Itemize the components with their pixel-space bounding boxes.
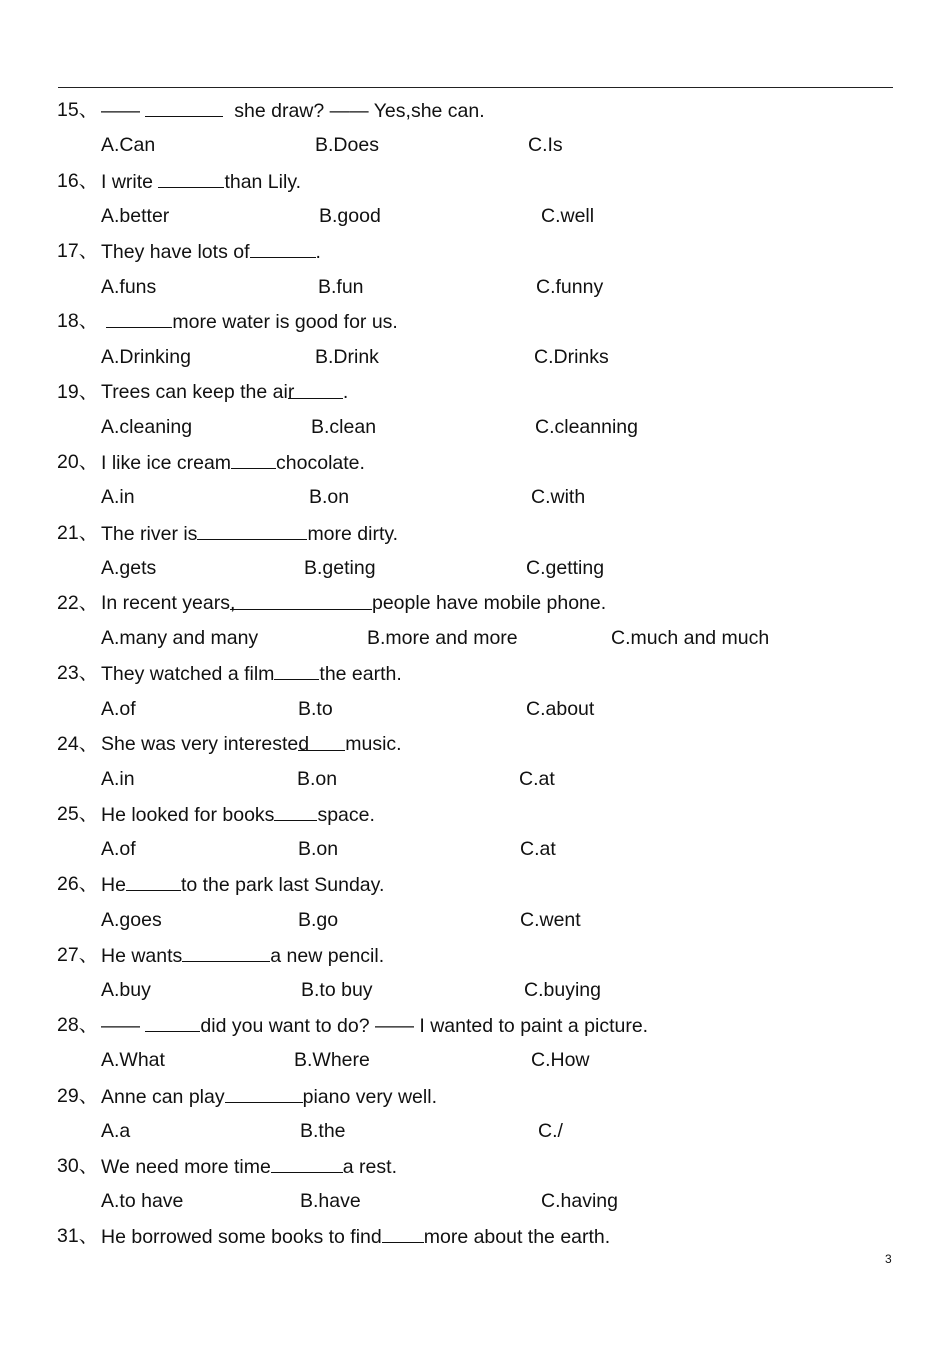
question-text [101, 732, 402, 756]
option-c: C.Is [528, 134, 563, 156]
option-b: B.on [297, 768, 338, 790]
question-text-after: the earth. [319, 663, 402, 685]
option-c: C.buying [524, 979, 601, 1001]
page-number: 3 [885, 1252, 892, 1266]
option-a: A.Drinking [101, 346, 191, 368]
question-number: 30、 [57, 1155, 99, 1177]
option-b: B.go [298, 909, 339, 931]
option-a: A.buy [101, 979, 151, 1001]
question-number: 19、 [57, 381, 99, 403]
option-a: A.better [101, 205, 170, 227]
question-number: 23、 [57, 662, 99, 684]
option-c: C.getting [526, 557, 605, 579]
option-a: A.in [101, 768, 135, 790]
option-c: C.Drinks [534, 346, 609, 368]
question-text-before: Anne can play [101, 1086, 225, 1108]
option-a: A.gets [101, 557, 157, 579]
question-text-after: more water is good for us. [172, 311, 398, 333]
option-a: A.of [101, 698, 136, 720]
option-b: B.the [300, 1120, 346, 1142]
question-text [101, 661, 402, 686]
option-c: C.How [531, 1049, 590, 1071]
option-a: A.cleaning [101, 416, 193, 438]
option-b: B.Where [294, 1049, 370, 1071]
question-text [101, 872, 384, 897]
answer-blank [274, 661, 319, 680]
question-text-before: He [101, 874, 126, 896]
option-b: B.fun [318, 276, 364, 298]
question-number: 17、 [57, 240, 99, 262]
answer-blank [250, 239, 316, 258]
option-c: C.about [526, 698, 595, 720]
option-c: C./ [538, 1120, 563, 1142]
option-b: B.to buy [301, 979, 373, 1001]
question-number: 26、 [57, 873, 99, 895]
question-text-after: . [315, 241, 321, 263]
answer-blank [274, 802, 317, 821]
question-text-after: piano very well. [302, 1086, 437, 1108]
option-c: C.much and much [611, 627, 770, 649]
option-c: C.having [541, 1190, 618, 1212]
question-text [101, 591, 606, 615]
question-text-before: I write [101, 171, 159, 193]
option-a: A.Can [101, 134, 156, 156]
question-text [101, 239, 321, 264]
question-text-after: chocolate. [276, 452, 365, 474]
question-text-after: a rest. [342, 1156, 397, 1178]
answer-blank [231, 450, 276, 469]
option-a: A.in [101, 486, 135, 508]
question-number: 27、 [57, 944, 99, 966]
question-text-after: a new pencil. [270, 945, 385, 967]
option-b: B.Drink [315, 346, 379, 368]
question-text [101, 380, 348, 404]
answer-blank [182, 943, 270, 962]
answer-blank [271, 1154, 343, 1173]
question-text [101, 450, 365, 475]
answer-blank: r [288, 380, 343, 399]
option-c: C.went [520, 909, 581, 931]
question-number: 20、 [57, 451, 99, 473]
answer-blank [225, 1084, 303, 1103]
question-text [101, 1154, 397, 1179]
answer-blank [145, 1013, 200, 1032]
question-number: 18、 [57, 310, 99, 332]
question-text [101, 802, 375, 827]
question-text [101, 1224, 610, 1249]
question-text-before: They have lots of [101, 241, 250, 263]
option-c: C.at [520, 838, 556, 860]
question-text-after: space. [317, 804, 375, 826]
answer-blank: d [298, 732, 345, 751]
question-text [101, 1013, 648, 1038]
question-number: 24、 [57, 733, 99, 755]
question-text-after: to the park last Sunday. [180, 874, 385, 896]
question-text-after: more about the earth. [423, 1226, 611, 1248]
option-b: B.more and more [367, 627, 518, 649]
option-c: C.cleanning [535, 416, 638, 438]
question-text [101, 1084, 437, 1109]
question-text-before: They watched a film [101, 663, 275, 685]
option-b: B.to [298, 698, 333, 720]
question-text-before: —— [101, 100, 146, 122]
answer-blank [126, 872, 181, 891]
question-number: 16、 [57, 170, 99, 192]
option-a: A.funs [101, 276, 157, 298]
question-number: 31、 [57, 1225, 99, 1247]
option-c: C.well [541, 205, 595, 227]
question-number: 25、 [57, 803, 99, 825]
question-text-before: In recent years [101, 592, 230, 614]
question-text-before: She was very intereste [101, 733, 299, 755]
question-text-before: We need more time [101, 1156, 271, 1178]
option-c: C.with [531, 486, 586, 508]
option-b: B.Does [315, 134, 379, 156]
question-text [101, 309, 398, 334]
question-text-before: He looked for books [101, 804, 275, 826]
question-text-after: she draw? —— Yes,she can. [223, 100, 485, 122]
question-text-after: did you want to do? —— I wanted to paint a picture. [200, 1015, 649, 1037]
option-c: C.funny [536, 276, 604, 298]
option-b: B.on [309, 486, 350, 508]
question-number: 15、 [57, 99, 99, 121]
option-a: A.to have [101, 1190, 184, 1212]
question-text-after: . [342, 381, 349, 403]
option-b: B.geting [304, 557, 376, 579]
option-a: A.What [101, 1049, 165, 1071]
question-number: 22、 [57, 592, 99, 614]
question-text-after: more dirty. [307, 523, 399, 545]
question-text-after: music. [345, 733, 402, 755]
question-text [101, 521, 398, 546]
answer-blank [145, 98, 223, 117]
question-number: 21、 [57, 522, 99, 544]
answer-blank [382, 1224, 424, 1243]
question-number: 29、 [57, 1085, 99, 1107]
option-b: B.good [319, 205, 381, 227]
question-text-before: Trees can keep the ai [101, 381, 288, 403]
question-text-before: He wants [101, 945, 183, 967]
option-b: B.on [298, 838, 339, 860]
question-text [101, 98, 485, 123]
question-text-before: I like ice cream [101, 452, 232, 474]
question-text-after: than Lily. [224, 171, 302, 193]
question-text-before: He borrowed some books to find [101, 1226, 382, 1248]
question-text [101, 169, 301, 194]
answer-blank [197, 521, 307, 540]
option-a: A.many and many [101, 627, 259, 649]
answer-blank: , [230, 591, 372, 610]
question-text-before: —— [101, 1015, 146, 1037]
answer-blank [106, 309, 172, 328]
option-b: B.have [300, 1190, 361, 1212]
header-rule [58, 87, 893, 88]
option-a: A.goes [101, 909, 162, 931]
option-c: C.at [519, 768, 555, 790]
option-b: B.clean [311, 416, 377, 438]
question-text [101, 943, 384, 968]
question-number: 28、 [57, 1014, 99, 1036]
option-a: A.a [101, 1120, 131, 1142]
option-a: A.of [101, 838, 136, 860]
question-text-before: The river is [101, 523, 198, 545]
question-text-after: people have mobile phone. [371, 592, 607, 614]
answer-blank [158, 169, 224, 188]
